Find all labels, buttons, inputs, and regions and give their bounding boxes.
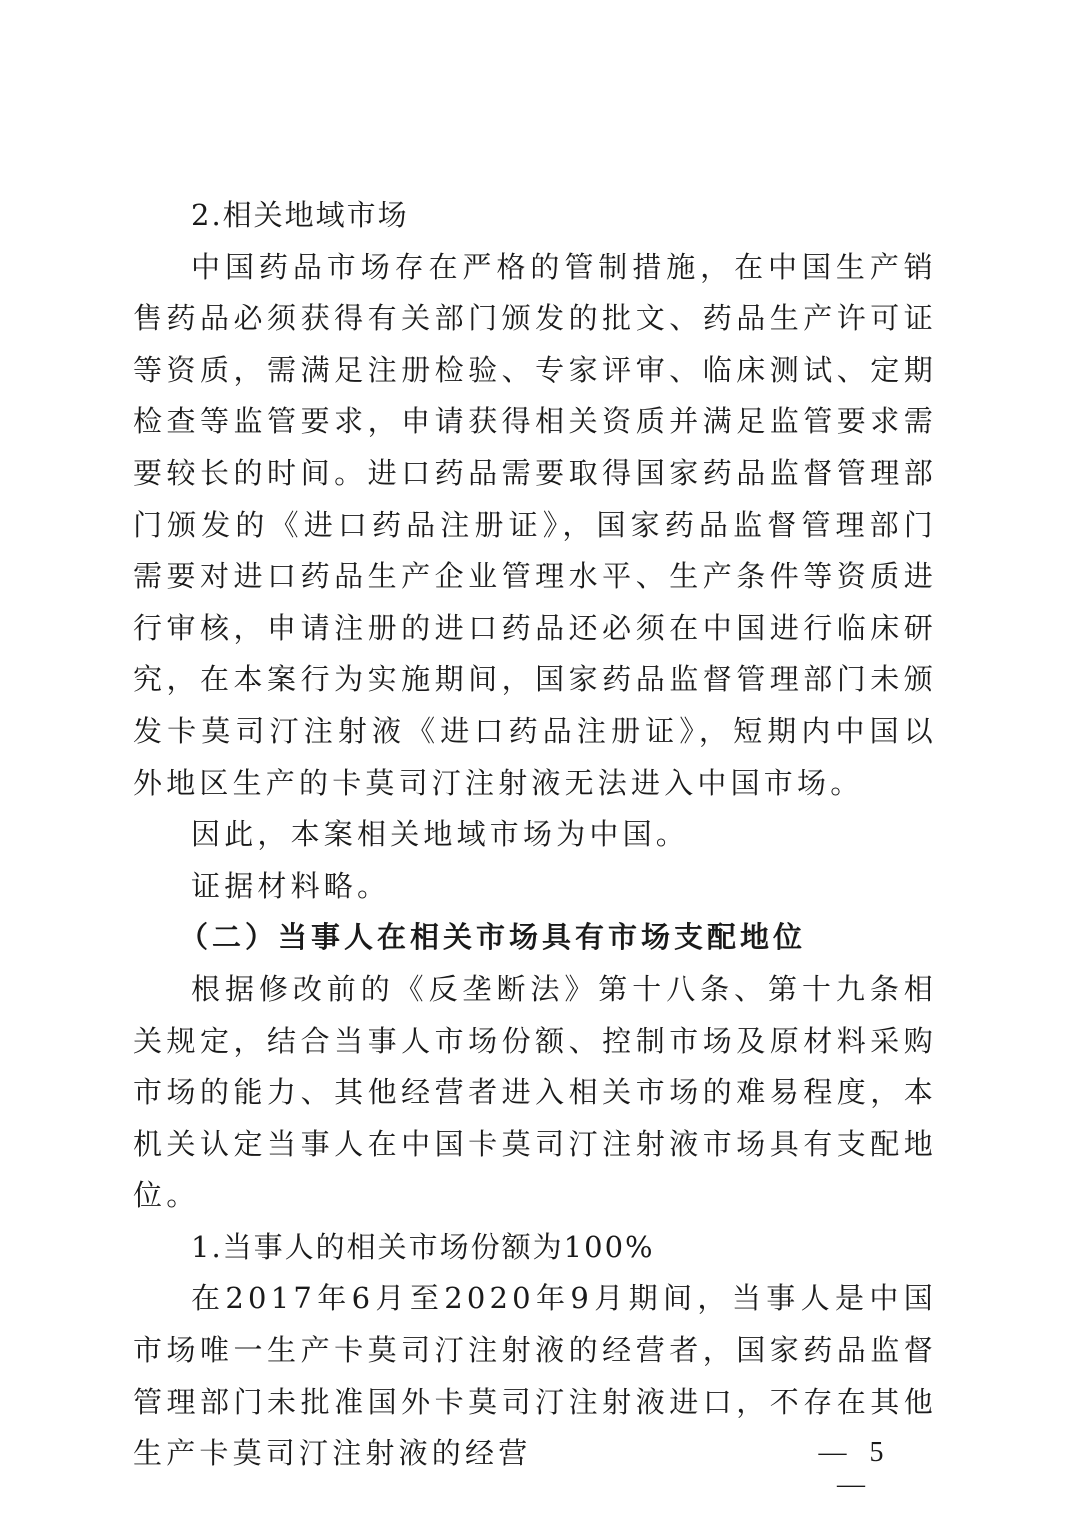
paragraph-conclusion: 因此，本案相关地域市场为中国。: [191, 817, 690, 852]
heading-geographic-market: 2.相关地域市场: [191, 198, 409, 232]
paragraph-market-share: 在2017年6月至2020年9月期间，当事人是中国市场唯一生产卡莫司汀注射液的经营者，国家药品监督管理部门未批准国外卡莫司汀注射液进口，不存在其他生产卡莫司汀注射液的经营: [133, 1281, 937, 1471]
page-number: — 5 —: [818, 1437, 892, 1500]
body-text: [133, 190, 937, 1480]
paragraph-market-dominance: 根据修改前的《反垄断法》第十八条、第十九条相关规定，结合当事人市场份额、控制市场及原材料采购市场的能力、其他经营者进入相关市场的难易程度，本机关认定当事人在中国卡莫司汀注射液市场具有支配地位。: [133, 971, 937, 1213]
heading-market-share: 1.当事人的相关市场份额为100%: [191, 1229, 655, 1264]
paragraph-evidence: 证据材料略。: [191, 868, 391, 903]
heading-market-dominance: （二）当事人在相关市场具有市场支配地位: [179, 920, 807, 955]
paragraph-geographic-market: 中国药品市场存在严格的管制措施，在中国生产销售药品必须获得有关部门颁发的批文、药品生产许可证等资质，需满足注册检验、专家评审、临床测试、定期检查等监管要求，申请获得相关资质并满足监管要求需要较长的时间。进口药品需要取得国家药品监督管理部门颁发的《进口药品注册证》，国家药品监督管理部门需要对进口药品生产企业管理水平、生产条件等资质进行审核，申请注册的进口药品还必须在中国进行临床研究，在本案行为实施期间，国家药品监督管理部门未颁发卡莫司汀注射液《进口药品注册证》，短期内中国以外地区生产的卡莫司汀注射液无法进入中国市场。: [133, 249, 937, 800]
